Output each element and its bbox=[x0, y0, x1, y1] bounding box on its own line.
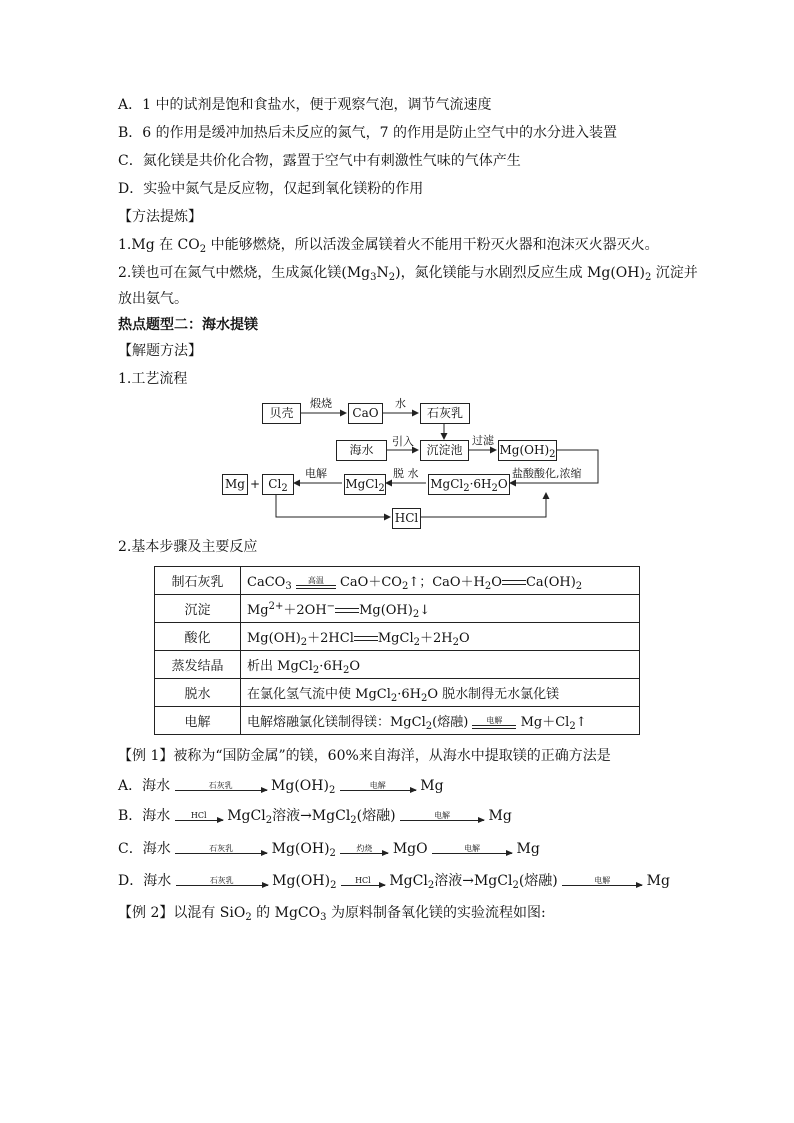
table-cell-reaction: $Mg^{2+}+2OH^-$ $Mg(OH)_2↓$ bbox=[241, 595, 640, 623]
table-cell-reaction: 电解熔融氯化镁制得镁：MgCl$_2$(熔融) 电解 $Mg+Cl_2↑$ bbox=[241, 707, 640, 735]
flow-node-cl2: $Cl_2$ bbox=[262, 474, 294, 495]
example-2-stem: 【例 2】以混有 SiO$_2$ 的 MgCO$_3$ 为原料制备氧化镁的实验流程如图: bbox=[118, 905, 546, 923]
flow-node-lime-milk: 石灰乳 bbox=[420, 403, 470, 424]
step-2-title: 2.基本步骤及主要反应 bbox=[118, 539, 258, 555]
process-flowchart bbox=[210, 395, 610, 530]
table-row bbox=[155, 567, 640, 595]
table-row bbox=[155, 679, 640, 707]
option-b: B．6 的作用是缓冲加热后未反应的氮气，7 的作用是防止空气中的水分进入装置 bbox=[118, 125, 618, 141]
flow-node-mgcl2: MgCl$_2$ bbox=[344, 474, 386, 495]
step-1-title: 1.工艺流程 bbox=[118, 371, 188, 387]
flow-node-mgoh2: $Mg(OH)_2$ bbox=[498, 440, 557, 461]
method-point-2-cont: 放出氨气。 bbox=[118, 291, 188, 307]
table-cell-step: 蒸发结晶 bbox=[155, 651, 241, 679]
method-heading: 【方法提炼】 bbox=[118, 209, 202, 225]
flow-node-settling-tank: 沉淀池 bbox=[420, 440, 469, 461]
method-point-1: 1.Mg 在 $CO_2$ 中能够燃烧，所以活泼金属镁着火不能用干粉灭火器和泡沫灭火器灭火。 bbox=[118, 237, 659, 255]
flow-label-feed: 引入 bbox=[392, 435, 414, 448]
flow-label-dehydrate: 脱 水 bbox=[393, 467, 419, 480]
method-point-2: 2.镁也可在氮气中燃烧，生成氮化镁$(Mg_3N_2)$，氮化镁能与水剧烈反应生成 $Mg(OH)_2$ 沉淀并 bbox=[118, 265, 698, 283]
flow-node-mg: Mg bbox=[222, 474, 248, 495]
example-1-option-d: D．海水 石灰乳 $Mg(OH)_2$ HCl MgCl$_2$溶液→MgCl$_2$(熔融) 电解 Mg bbox=[118, 873, 670, 891]
flow-node-seawater: 海水 bbox=[336, 440, 387, 461]
solution-heading: 【解题方法】 bbox=[118, 343, 202, 359]
example-1-option-b: B．海水 HCl MgCl$_2$溶液→MgCl$_2$(熔融) 电解 Mg bbox=[118, 808, 512, 826]
flow-plus: + bbox=[250, 477, 261, 491]
option-a: A．1 中的试剂是饱和食盐水，便于观察气泡，调节气流速度 bbox=[118, 97, 492, 113]
flow-label-acidify: 盐酸酸化,浓缩 bbox=[512, 467, 582, 480]
section-title: 热点题型二：海水提镁 bbox=[118, 317, 258, 333]
flow-label-water: 水 bbox=[395, 397, 406, 410]
table-cell-step: 脱水 bbox=[155, 679, 241, 707]
flow-label-electrolysis: 电解 bbox=[305, 467, 327, 480]
example-1-option-a: A．海水 石灰乳 $Mg(OH)_2$ 电解 Mg bbox=[118, 778, 444, 796]
example-1-stem: 【例 1】被称为“国防金属”的镁，60%来自海洋，从海水中提取镁的正确方法是 bbox=[118, 748, 611, 764]
table-cell-step: 酸化 bbox=[155, 623, 241, 651]
option-d: D．实验中氮气是反应物，仅起到氧化镁粉的作用 bbox=[118, 181, 424, 197]
reaction-table bbox=[154, 566, 640, 735]
table-cell-reaction: CaCO$_3$ 高温 $CaO+CO_2↑$；$CaO+H_2O$ $Ca(OH)_2$ bbox=[241, 567, 640, 595]
table-row bbox=[155, 651, 640, 679]
flow-node-mgcl2-hydrate: $MgCl_2\cdot 6H_2O$ bbox=[428, 474, 510, 495]
flow-node-cao: CaO bbox=[348, 403, 383, 424]
table-cell-step: 电解 bbox=[155, 707, 241, 735]
table-cell-reaction: 在氯化氢气流中使 $MgCl_2\cdot 6H_2O$ 脱水制得无水氯化镁 bbox=[241, 679, 640, 707]
flow-node-hcl: HCl bbox=[392, 508, 421, 529]
table-row bbox=[155, 623, 640, 651]
table-cell-reaction: $Mg(OH)_2+2HCl$ $MgCl_2+2H_2O$ bbox=[241, 623, 640, 651]
table-cell-step: 沉淀 bbox=[155, 595, 241, 623]
example-1-option-c: C．海水 石灰乳 $Mg(OH)_2$ 灼烧 MgO 电解 Mg bbox=[118, 841, 540, 859]
flow-node-shell: 贝壳 bbox=[262, 403, 301, 424]
flow-label-filter: 过滤 bbox=[472, 434, 494, 447]
table-cell-step: 制石灰乳 bbox=[155, 567, 241, 595]
table-row bbox=[155, 595, 640, 623]
flow-label-calcine: 煅烧 bbox=[310, 397, 332, 410]
option-c: C．氮化镁是共价化合物，露置于空气中有刺激性气味的气体产生 bbox=[118, 153, 521, 169]
table-row bbox=[155, 707, 640, 735]
table-cell-reaction: 析出 $MgCl_2\cdot 6H_2O$ bbox=[241, 651, 640, 679]
